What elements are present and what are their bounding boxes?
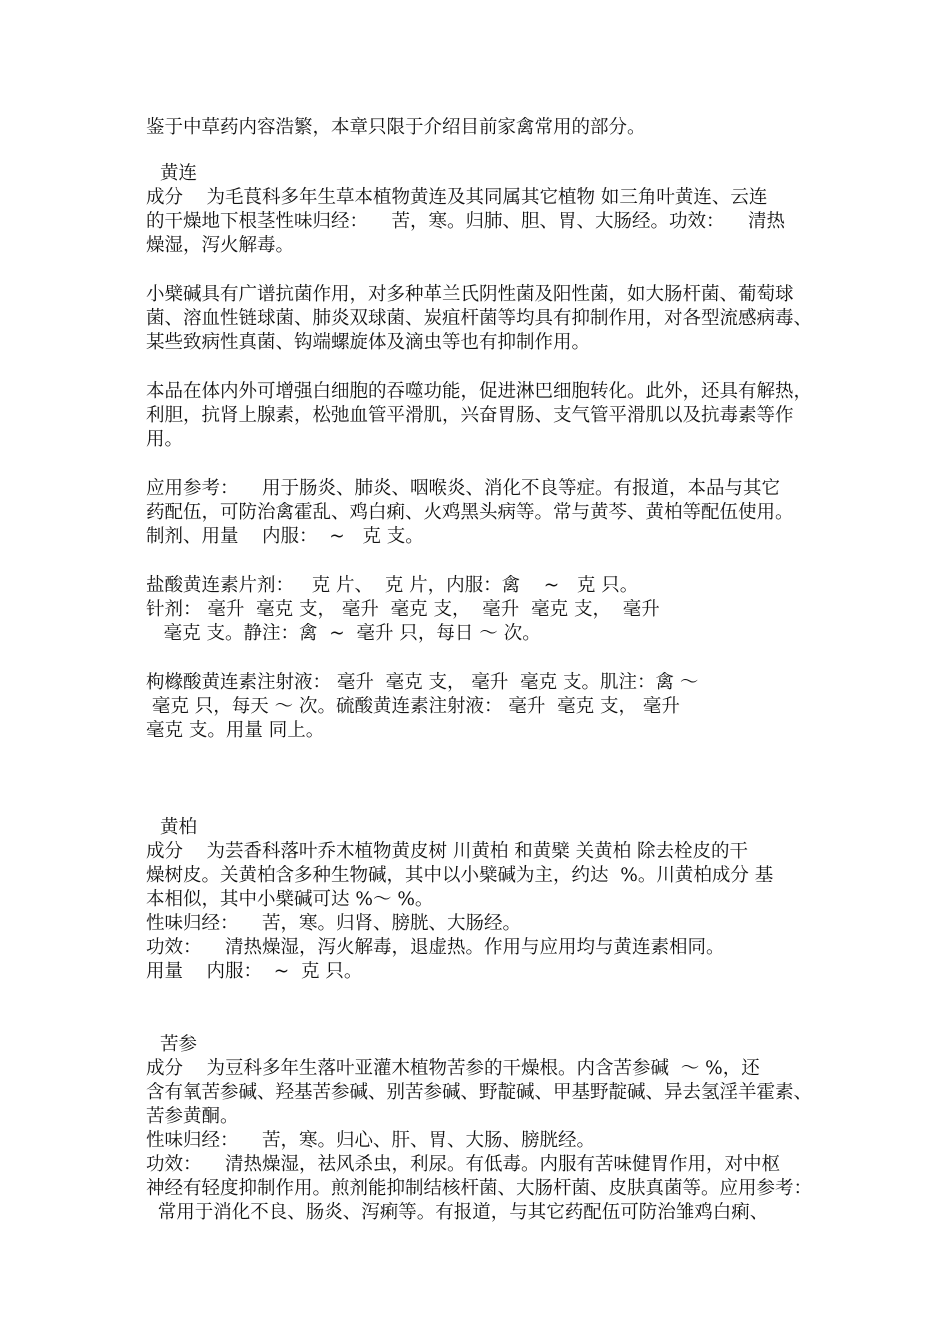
text-line: 毫克 支。静注：禽 ~ 毫升 只，每日 ～ 次。: [146, 623, 541, 644]
text-line: 鉴于中草药内容浩繁，本章只限于介绍目前家禽常用的部分。: [146, 117, 646, 138]
text-line: 苦参黄酮。: [146, 1106, 239, 1127]
section-heading-huanglian: 黄连: [160, 163, 198, 184]
text-line: 某些致病性真菌、钩端螺旋体及滴虫等也有抑制作用。: [146, 332, 591, 353]
section-heading-kushen: 苦参: [160, 1034, 198, 1055]
text-line: 燥湿，泻火解毒。: [146, 235, 295, 256]
text-line: 性味归经： 苦，寒。归心、肝、胃、大肠、膀胱经。: [146, 1130, 596, 1151]
text-line: 成分 为毛茛科多年生草本植物黄连及其同属其它植物 如三角叶黄连、云连: [146, 187, 768, 208]
section-heading-huangbai: 黄柏: [160, 817, 198, 838]
text-line: 利胆，抗肾上腺素，松弛血管平滑肌，兴奋胃肠、支气管平滑肌以及抗毒素等作: [146, 405, 794, 426]
text-line: 用量 内服： ~ 克 只。: [146, 961, 363, 982]
text-line: 应用参考： 用于肠炎、肺炎、咽喉炎、消化不良等症。有报道，本品与其它: [146, 478, 781, 499]
text-line: 盐酸黄连素片剂： 克 片、 克 片，内服：禽 ~ 克 只。: [146, 575, 639, 596]
text-line: 成分 为芸香科落叶乔木植物黄皮树 川黄柏 和黄檗 关黄柏 除去栓皮的干: [146, 841, 749, 862]
text-line: 菌、溶血性链球菌、肺炎双球菌、炭疽杆菌等均具有抑制作用，对各型流感病毒、: [146, 308, 813, 329]
text-line: 针剂： 毫升 毫克 支， 毫升 毫克 支， 毫升 毫克 支， 毫升: [146, 599, 660, 620]
text-line: 毫克 只，每天 ～ 次。硫酸黄连素注射液： 毫升 毫克 支， 毫升: [146, 696, 698, 717]
text-line: 药配伍，可防治禽霍乱、鸡白痢、火鸡黑头病等。常与黄芩、黄柏等配伍使用。: [146, 502, 794, 523]
text-line: 的干燥地下根茎性味归经： 苦，寒。归肺、胆、胃、大肠经。功效： 清热: [146, 211, 786, 232]
text-line: 性味归经： 苦，寒。归肾、膀胱、大肠经。: [146, 913, 522, 934]
text-line: 本相似，其中小檗碱可达 %～ %。: [146, 889, 434, 910]
text-line: 神经有轻度抑制作用。煎剂能抑制结核杆菌、大肠杆菌、皮肤真菌等。应用参考：: [146, 1178, 813, 1199]
text-line: 常用于消化不良、肠炎、泻痢等。有报道，与其它药配伍可防治雏鸡白痢、: [146, 1202, 769, 1223]
text-line: 小檗碱具有广谱抗菌作用，对多种革兰氏阴性菌及阳性菌，如大肠杆菌、葡萄球: [146, 284, 794, 305]
text-line: 燥树皮。关黄柏含多种生物碱，其中以小檗碱为主，约达 %。川黄柏成分 基: [146, 865, 774, 886]
text-line: 用。: [146, 429, 184, 450]
text-line: 枸橼酸黄连素注射液： 毫升 毫克 支， 毫升 毫克 支。肌注：禽 ～: [146, 672, 699, 693]
text-line: 毫克 支。用量 同上。: [146, 720, 325, 741]
text-line: 功效： 清热燥湿，祛风杀虫，利尿。有低毒。内服有苦味健胃作用，对中枢: [146, 1154, 781, 1175]
text-line: 本品在体内外可增强白细胞的吞噬功能，促进淋巴细胞转化。此外，还具有解热，: [146, 381, 813, 402]
text-line: 功效： 清热燥湿，泻火解毒，退虚热。作用与应用均与黄连素相同。: [146, 937, 725, 958]
text-line: 含有氧苦参碱、羟基苦参碱、别苦参碱、野靛碱、甲基野靛碱、异去氢淫羊霍素、: [146, 1082, 813, 1103]
text-line: 成分 为豆科多年生落叶亚灌木植物苦参的干燥根。内含苦参碱 ～ %，还: [146, 1058, 760, 1079]
text-line: 制剂、用量 内服： ~ 克 支。: [146, 526, 424, 547]
